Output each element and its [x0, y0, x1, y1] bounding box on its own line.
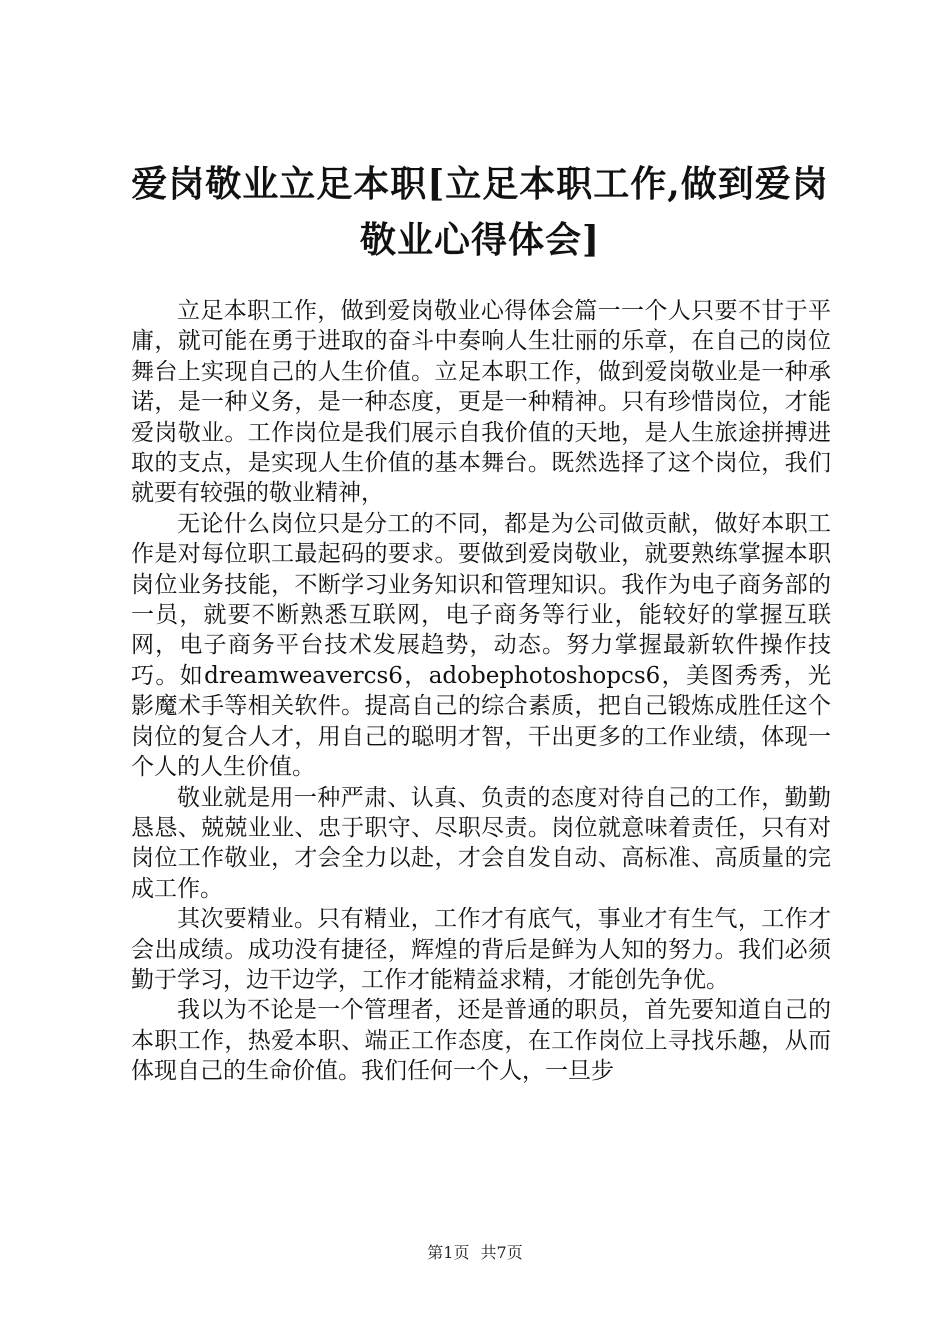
document-body [131, 296, 831, 1087]
paragraph: 无论什么岗位只是分工的不同，都是为公司做贡献，做好本职工作是对每位职工最起码的要求。要做到爱岗敬业，就要熟练掌握本职岗位业务技能，不断学习业务知识和管理知识。我作为电子商务部的一员，就要不断熟悉互联网，电子商务等行业，能较好的掌握互联网，电子商务平台技术发展趋势，动态。努力掌握最新软件操作技巧。如dreamweavercs6，adobephotoshopcs6，美图秀秀，光影魔术手等相关软件。提高自己的综合素质，把自己锻炼成胜任这个岗位的复合人才，用自己的聪明才智，干出更多的工作业绩，体现一个人的人生价值。 [131, 510, 831, 781]
document-title: 爱岗敬业立足本职[立足本职工作,做到爱岗敬业心得体会] [131, 163, 829, 261]
paragraph: 我以为不论是一个管理者，还是普通的职员，首先要知道自己的本职工作，热爱本职、端正工作态度，在工作岗位上寻找乐趣，从而体现自己的生命价值。我们任何一个人，一旦步 [131, 997, 831, 1085]
page-footer [0, 1243, 950, 1263]
paragraph: 立足本职工作，做到爱岗敬业心得体会篇一一个人只要不甘于平庸，就可能在勇于进取的奋斗中奏响人生壮丽的乐章，在自己的岗位舞台上实现自己的人生价值。立足本职工作，做到爱岗敬业是一种承诺，是一种义务，是一种态度，更是一种精神。只有珍惜岗位，才能爱岗敬业。工作岗位是我们展示自我价值的天地，是人生旅途拼搏进取的支点，是实现人生价值的基本舞台。既然选择了这个岗位，我们就要有较强的敬业精神， [131, 298, 831, 507]
page-total: 共7页 [480, 1243, 523, 1262]
paragraph: 其次要精业。只有精业，工作才有底气，事业才有生气，工作才会出成绩。成功没有捷径，辉煌的背后是鲜为人知的努力。我们必须勤于学习，边干边学，工作才能精益求精，才能创先争优。 [131, 906, 831, 993]
paragraph: 敬业就是用一种严肃、认真、负责的态度对待自己的工作，勤勤恳恳、兢兢业业、忠于职守、尽职尽责。岗位就意味着责任，只有对岗位工作敬业，才会全力以赴，才会自发自动、高标准、高质量的完成工作。 [131, 784, 831, 902]
page-number: 第1页 [427, 1243, 470, 1262]
